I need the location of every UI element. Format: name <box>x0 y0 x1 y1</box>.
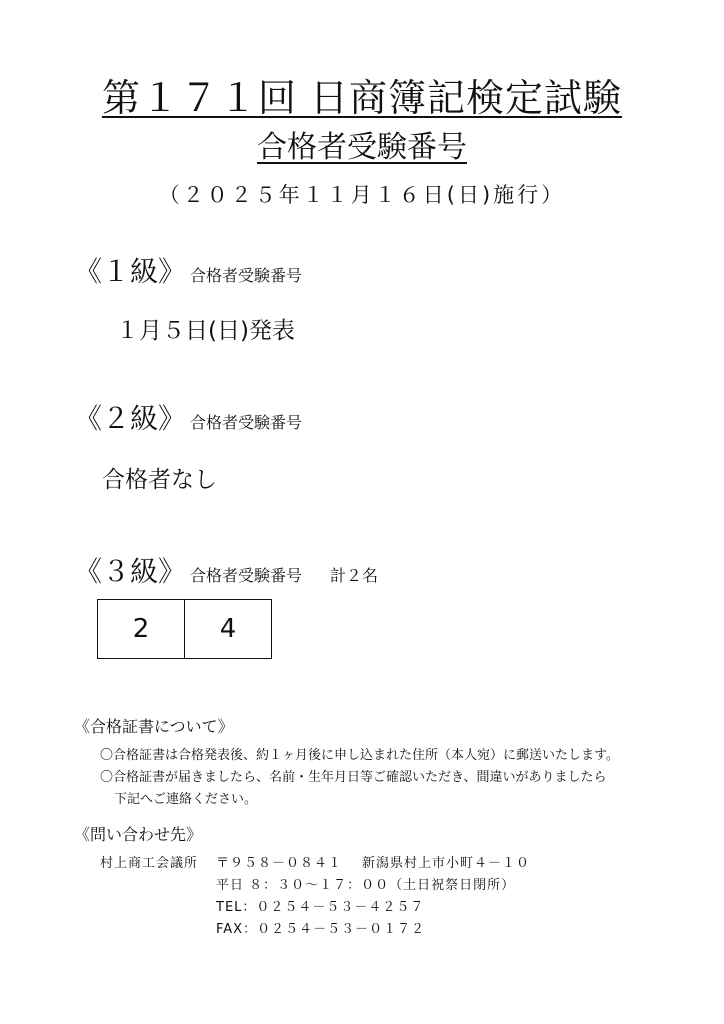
exam-date: （２０２５年１１月１６日(日)施行） <box>158 183 566 207</box>
page-title-text: 第１７１回 日商簿記検定試験 <box>101 76 623 120</box>
contact-hours: 平日 ８：３０～１７：００（土日祝祭日閉所） <box>216 878 516 893</box>
contact-address: 新潟県村上市小町４－１０ <box>362 856 531 871</box>
contact-heading: 《問い合わせ先》 <box>74 825 203 844</box>
contact-organization: 村上商工会議所 <box>100 856 199 871</box>
grade1-label: 《１級》 <box>74 255 187 288</box>
certificate-note-2: 〇合格証書が届きましたら、名前・生年月日等ご確認いただき、間違いがありましたら <box>100 770 607 785</box>
grade1-announcement: １月５日(日)発表 <box>116 318 295 344</box>
grade3-count: 計２名 <box>330 566 379 585</box>
grade3-number-table <box>97 599 272 659</box>
grade3-caption: 合格者受験番号 <box>190 566 303 585</box>
certificate-note-1: 〇合格証書は合格発表後、約１ヶ月後に申し込まれた住所（本人宛）に郵送いたします。 <box>100 748 619 763</box>
certificate-heading: 《合格証書について》 <box>74 717 234 736</box>
grade2-label: 《２級》 <box>74 402 187 435</box>
page-title <box>0 74 724 122</box>
contact-tel: TEL：０２５４－５３－４２５７ <box>216 900 425 915</box>
grade2-caption: 合格者受験番号 <box>190 413 303 432</box>
table-row <box>98 600 272 659</box>
exam-number-cell: 4 <box>185 600 272 659</box>
grade1-caption: 合格者受験番号 <box>190 266 303 285</box>
grade3-heading <box>74 552 378 592</box>
grade1-heading <box>74 252 302 292</box>
exam-number-cell: 2 <box>98 600 185 659</box>
page-subtitle <box>0 128 724 168</box>
grade2-heading <box>74 399 302 439</box>
certificate-note-3: 下記へご連絡ください。 <box>114 792 258 807</box>
contact-postal-code: 〒９５８－０８４１ <box>216 856 343 871</box>
page-subtitle-text: 合格者受験番号 <box>257 130 467 165</box>
grade2-result: 合格者なし <box>102 467 217 493</box>
contact-fax: FAX：０２５４－５３－０１７２ <box>216 922 426 937</box>
grade3-label: 《３級》 <box>74 555 187 588</box>
